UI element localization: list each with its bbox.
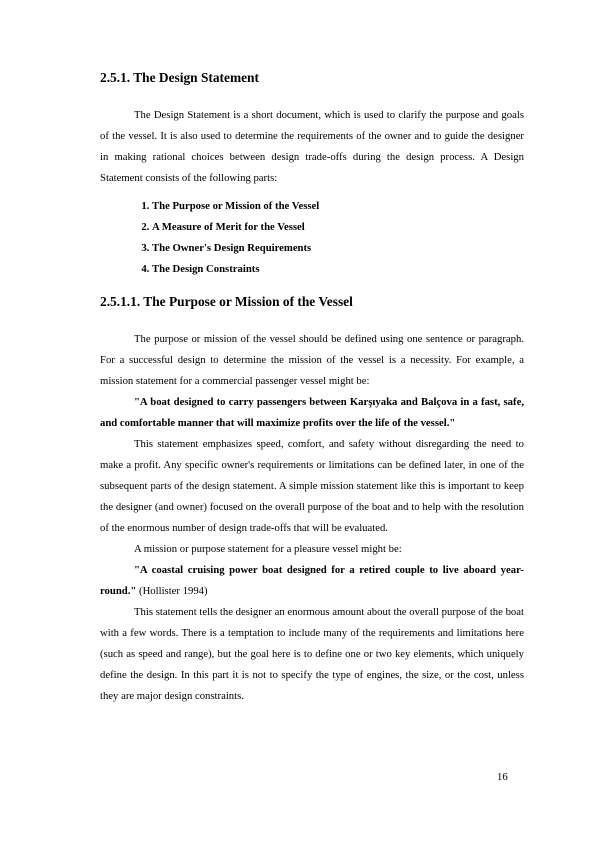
page-number: 16	[497, 771, 508, 783]
design-statement-parts-list	[100, 196, 524, 280]
list-item: 1. The Purpose or Mission of the Vessel	[152, 196, 524, 217]
citation: (Hollister 1994)	[136, 585, 208, 597]
paragraph-statement-emphasis: This statement emphasizes speed, comfort, and safety without disregarding the need to make a profit. Any specific owner's requirements or limitations can be defined later, in one of the subsequent parts of the design statement. A simple mission statement like this is important to keep the designer (and owner) focused on the overall purpose of the boat and to help with the resolution of the enormous number of design trade-offs that will be evaluated.	[100, 438, 524, 534]
quote-commercial-mission	[100, 392, 524, 434]
list-item: 2. A Measure of Merit for the Vessel	[152, 217, 524, 238]
paragraph-purpose-mission: The purpose or mission of the vessel should be defined using one sentence or paragraph. For a successful design to determine the mission of the vessel is a necessity. For example, a mission statement for a commercial passenger vessel might be:	[100, 333, 524, 387]
list-item: 3. The Owner's Design Requirements	[152, 238, 524, 259]
quote-text: "A coastal cruising power boat designed for a retired couple to live aboard year-round."	[100, 564, 524, 597]
list-item: 4. The Design Constraints	[152, 259, 524, 280]
paragraph-pleasure-vessel: A mission or purpose statement for a pleasure vessel might be:	[134, 543, 402, 555]
quote-text: "A boat designed to carry passengers between Karşıyaka and Balçova in a fast, safe, and comfortable manner that will maximize profits over the life of the vessel."	[100, 396, 524, 429]
section-heading-design-statement: 2.5.1. The Design Statement	[100, 70, 259, 85]
section-heading-purpose-mission: 2.5.1.1. The Purpose or Mission of the Vessel	[100, 294, 353, 309]
paragraph-design-statement-intro: The Design Statement is a short document, which is used to clarify the purpose and goals of the vessel. It is also used to determine the requirements of the owner and to guide the designer in making rational choices between design trade-offs during the design process. A Design Statement consists of the following parts:	[100, 109, 524, 184]
paragraph-statement-tells: This statement tells the designer an enormous amount about the overall purpose of the boat with a few words. There is a temptation to include many of the requirements and limitations here (such as speed and range), but the goal here is to define one or two key elements, which uniquely define the design. In this part it is not to specify the type of engines, the size, or the cost, unless they are major design constraints.	[100, 606, 524, 702]
page-content	[100, 68, 524, 707]
quote-pleasure-mission	[100, 560, 524, 602]
